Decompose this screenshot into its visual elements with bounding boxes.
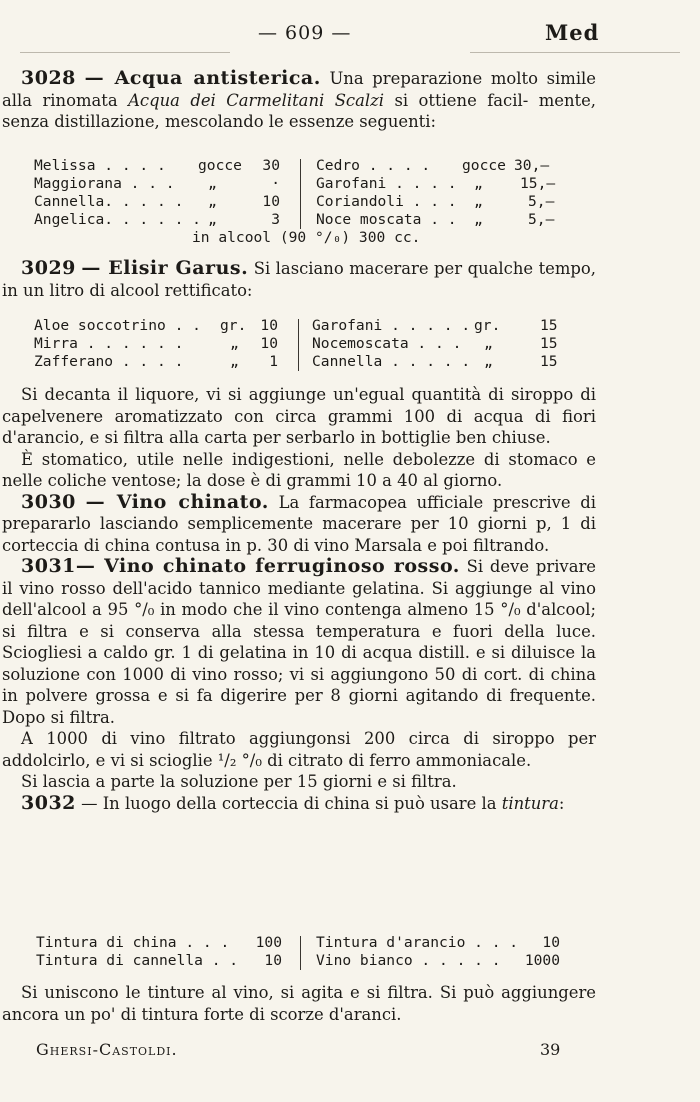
ingredient-qty: 10: [264, 952, 282, 969]
ingredient-unit: gr.: [474, 317, 501, 334]
ingredient-name: Vino bianco . . . . .: [316, 952, 501, 969]
entry-text: mente, senza distillazione, mescolando le essenze seguenti:: [2, 90, 596, 131]
ingredient-unit: gocce: [462, 157, 506, 174]
ingredient-unit: „: [208, 175, 217, 192]
ingredient-qty: 15,—: [520, 175, 556, 192]
ingredient-name: Tintura d'arancio . . .: [316, 934, 519, 951]
entry-number: 3030: [21, 490, 76, 513]
entry-3031: [2, 556, 596, 728]
ingredient-unit: „: [208, 211, 217, 228]
table-row: [34, 317, 574, 335]
entry-3029-body: [2, 384, 596, 814]
entry-text: La farmacopea ufficiale prescrive di prepararlo lasciando semplicemente macerare per 10 giorni p, 1 di corteccia di china contusa in p. 30 di vino Marsala e poi filtrando.: [2, 492, 596, 555]
ingredient-unit: „: [230, 335, 239, 352]
table-row: [34, 193, 574, 211]
ingredient-name: Garofani . . . .: [316, 175, 457, 192]
entry-text: Si deve privare il vino rosso dell'acido tannico mediante gelatina. Si aggiunge al vino dell'alcool a 95 °/₀ in modo che il vino contenga almeno 15 °/₀ d'alcool; si filtra e si conserva alla stessa temperatura e fuori della luce. Sciogliesi a caldo gr. 1 di gelatina in 10 di acqua distill. e si diluisce la soluzione con 1000 di vino rosso; vi si aggiungono 50 di cort. di china in polvere grossa e si fa digerire per 8 giorni agitando di frequente. Dopo si filtra.: [2, 557, 597, 727]
entry-title: — Elisir Garus.: [81, 257, 249, 279]
entry-3029: [2, 258, 596, 301]
ingredient-qty: 5,—: [528, 193, 555, 210]
entry-text-italic: tintura: [501, 793, 559, 813]
ingredient-name: Maggiorana . . .: [34, 175, 175, 192]
ingredient-qty: 30,—: [514, 157, 550, 174]
ingredient-qty: 10: [260, 317, 278, 334]
entry-text-italic: Acqua dei Carmelitani Scalzi: [128, 90, 384, 110]
header-rule-right: [470, 52, 680, 53]
ingredient-qty: 15: [540, 335, 558, 352]
ingredient-unit: „: [484, 353, 493, 370]
ingredient-unit: „: [484, 335, 493, 352]
entry-3032: [2, 793, 596, 815]
header-rule-left: [20, 52, 230, 53]
ingredient-unit: „: [474, 175, 483, 192]
entry-3030: [2, 492, 596, 557]
ingredient-name: Angelica. . . . . .: [34, 211, 201, 228]
ingredient-unit: „: [208, 193, 217, 210]
table-row: [34, 353, 574, 371]
ingredient-qty: 3: [271, 211, 280, 228]
paragraph: Si lascia a parte la soluzione per 15 giorni e si filtra.: [21, 772, 457, 791]
recipe-table-3032: [36, 934, 576, 970]
ingredient-qty: 15: [540, 353, 558, 370]
page-header: [0, 20, 700, 50]
solvent-line: in alcool (90 °/₀) 300 cc.: [192, 229, 421, 246]
table-row: [36, 934, 576, 952]
ingredient-qty: ·: [271, 175, 280, 192]
running-head: Med: [545, 20, 600, 45]
ingredient-name: Mirra . . . . . .: [34, 335, 184, 352]
paragraph: Si uniscono le tinture al vino, si agita e si filtra. Si può aggiungere ancora un po' di tintura forte di scorze d'aranci.: [2, 983, 596, 1024]
ingredient-qty: 10: [542, 934, 560, 951]
entry-title: — Acqua antisterica.: [84, 67, 321, 89]
page-footer: [0, 1040, 700, 1064]
table-row: [36, 952, 576, 970]
ingredient-name: Coriandoli . . .: [316, 193, 457, 210]
entry-text: Si lasciano macerare per qualche: [248, 259, 534, 278]
sheet-number: 39: [540, 1040, 561, 1059]
ingredient-unit: gr.: [220, 317, 247, 334]
ingredient-qty: 5,—: [528, 211, 555, 228]
entry-number: 3031: [21, 555, 76, 577]
ingredient-name: Aloe soccotrino . .: [34, 317, 201, 334]
ingredient-unit: „: [230, 353, 239, 370]
ingredient-name: Zafferano . . . .: [34, 353, 184, 370]
entry-text: Una preparazione molto simile: [320, 69, 597, 88]
ingredient-name: Cannella . . . . .: [312, 353, 471, 370]
ingredient-name: Melissa . . . .: [34, 157, 166, 174]
ingredient-qty: 1000: [524, 952, 560, 969]
entry-3028: [2, 68, 596, 133]
ingredient-name: Noce moscata . .: [316, 211, 457, 228]
table-row: [34, 335, 574, 353]
entry-number: 3032: [21, 791, 76, 814]
entry-number: 3028: [21, 67, 76, 89]
table-row: [34, 229, 574, 247]
ingredient-qty: 30: [262, 157, 280, 174]
ingredient-name: Garofani . . . . .: [312, 317, 471, 334]
ingredient-qty: 10: [262, 193, 280, 210]
entry-text: si ottiene facil-: [384, 90, 529, 110]
ingredient-name: Cannella. . . . .: [34, 193, 184, 210]
ingredient-name: Cedro . . . .: [316, 157, 431, 174]
ingredient-name: Nocemoscata . . .: [312, 335, 462, 352]
entry-text: — In luogo della corteccia di china si può usare la: [75, 793, 502, 813]
table-row: [34, 211, 574, 229]
page-number: — 609 —: [258, 22, 352, 44]
paragraph: È stomatico, utile nelle indigestioni, nelle debolezze di stomaco e nelle coliche ventose; la dose è di grammi 10 a 40 al giorno.: [2, 449, 596, 490]
entry-title: — Vino chinato.: [85, 490, 269, 513]
recipe-table-3028: [34, 157, 574, 247]
ingredient-unit: „: [474, 211, 483, 228]
ingredient-unit: gocce: [198, 157, 242, 174]
table-row: [34, 175, 574, 193]
ingredient-qty: 1: [269, 353, 278, 370]
entry-title: — Vino chinato ferruginoso rosso.: [75, 555, 460, 577]
entry-3032-body: [2, 982, 596, 1025]
ingredient-qty: 100: [255, 934, 282, 951]
table-row: [34, 157, 574, 175]
recipe-table-3029: [34, 317, 574, 371]
ingredient-qty: 10: [260, 335, 278, 352]
entry-text: :: [558, 793, 565, 813]
ingredient-name: Tintura di cannella . .: [36, 952, 239, 969]
author-signature: Ghersi-Castoldi.: [36, 1040, 178, 1059]
ingredient-qty: 15: [540, 317, 558, 334]
ingredient-name: Tintura di china . . .: [36, 934, 230, 951]
ingredient-unit: „: [474, 193, 483, 210]
paragraph: A 1000 di vino filtrato aggiungonsi 200 circa di siroppo per addolcirlo, e vi si scioglie ¹/₂ °/₀ di citrato di ferro ammoniacale.: [2, 729, 596, 770]
entry-number: 3029: [21, 257, 76, 279]
paragraph: Si decanta il liquore, vi si aggiunge un'egual quantità di siroppo di capelvenere aromatizzato con circa grammi 100 di acqua di fiori d'arancio, e si filtra alla carta per serbarlo in bottiglie ben chiuse.: [2, 385, 596, 447]
entry-text: alla rinomata: [2, 90, 129, 110]
entry-text: tempo, in un litro di alcool rettificato:: [2, 259, 596, 300]
